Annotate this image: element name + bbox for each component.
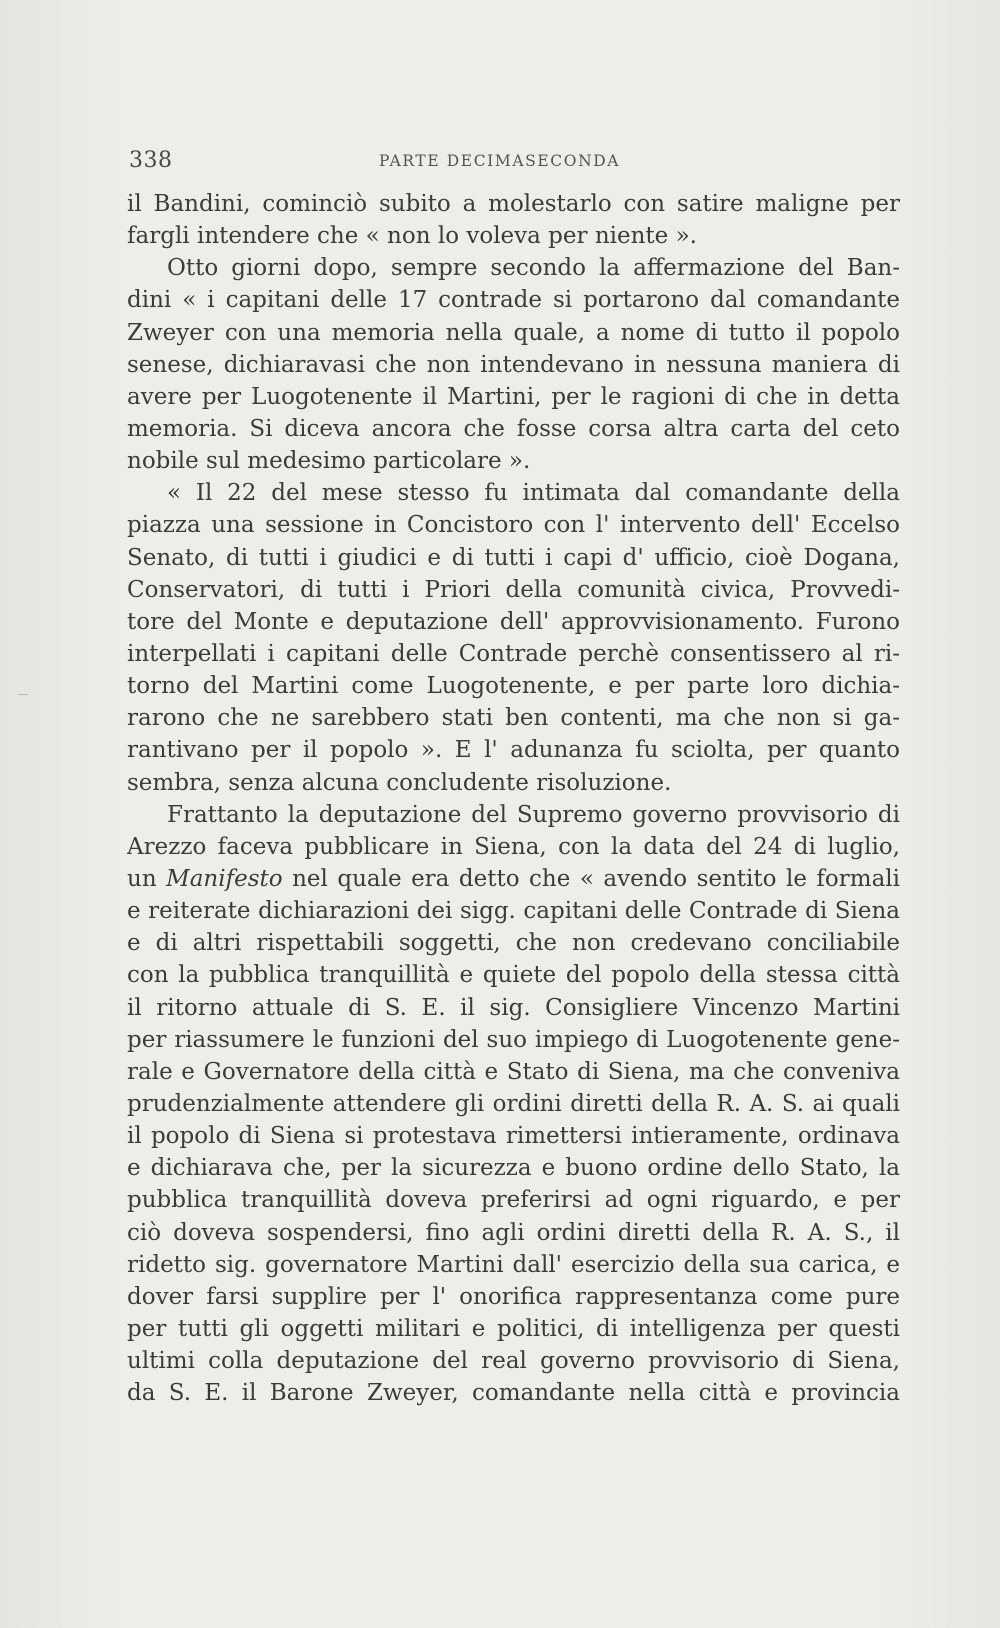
text-line: e dichiarava che, per la sicurezza e buono ordine dello Stato, la — [127, 1155, 900, 1182]
text-line: memoria. Si diceva ancora che fosse corsa altra carta del ceto — [127, 415, 900, 442]
text-line: il ritorno attuale di S. E. il sig. Consigliere Vincenzo Martini — [127, 994, 900, 1021]
text-line: sembra, senza alcuna concludente risoluzione. — [127, 769, 672, 796]
running-head: PARTE DECIMASECONDA — [379, 152, 621, 170]
text-line: Zweyer con una memoria nella quale, a nome di tutto il popolo — [127, 319, 900, 346]
text-line: avere per Luogotenente il Martini, per le ragioni di che in detta — [127, 383, 900, 410]
text-line: fargli intendere che « non lo voleva per niente ». — [127, 223, 697, 250]
text-line: nobile sul medesimo particolare ». — [127, 448, 531, 475]
line-prefix: un — [127, 865, 157, 892]
text-line: ridetto sig. governatore Martini dall' esercizio della sua carica, e — [127, 1251, 900, 1278]
manifesto-italic: Manifesto — [166, 865, 283, 892]
text-line: il popolo di Siena si protestava rimettersi intieramente, ordinava — [127, 1123, 900, 1150]
text-line: e di altri rispettabili soggetti, che non credevano conciliabile — [127, 930, 900, 957]
text-line: torno del Martini come Luogotenente, e per parte loro dichia- — [127, 673, 900, 700]
text-line: pubblica tranquillità doveva preferirsi ad ogni riguardo, e per — [127, 1187, 900, 1214]
text-line: rale e Governatore della città e Stato di Siena, ma che conveniva — [127, 1058, 900, 1085]
text-line: il Bandini, cominciò subito a molestarlo con satire maligne per — [127, 191, 900, 217]
text-line: da S. E. il Barone Zweyer, comandante nella città e provincia — [127, 1380, 900, 1407]
text-line: per riassumere le funzioni del suo impiego di Luogotenente gene- — [127, 1026, 900, 1053]
text-line: dover farsi supplire per l' onorifica rappresentanza come pure — [127, 1283, 900, 1310]
text-line: interpellati i capitani delle Contrade perchè consentissero al ri- — [127, 640, 900, 667]
text-line: Arezzo faceva pubblicare in Siena, con la data del 24 di luglio, — [127, 833, 900, 860]
text-line: ciò doveva sospendersi, fino agli ordini diretti della R. A. S., il — [127, 1219, 900, 1246]
paragraph-start-line: Frattanto la deputazione del Supremo governo provvisorio di — [167, 801, 900, 828]
text-line: Senato, di tutti i giudici e di tutti i capi d' ufficio, cioè Dogana, — [127, 544, 900, 571]
text-line: Conservatori, di tutti i Priori della comunità civica, Provvedi- — [127, 576, 900, 603]
text-line-with-italic — [127, 863, 900, 895]
text-line: dini « i capitani delle 17 contrade si portarono dal comandante — [127, 287, 900, 314]
text-line: piazza una sessione in Concistoro con l' intervento dell' Eccelso — [127, 512, 900, 539]
text-line: rantivano per il popolo ». E l' adunanza fu sciolta, per quanto — [127, 737, 900, 764]
margin-mark — [18, 694, 28, 695]
text-line: rarono che ne sarebbero stati ben contenti, ma che non si ga- — [127, 705, 900, 732]
paragraph-start-line: Otto giorni dopo, sempre secondo la affermazione del Ban- — [167, 255, 900, 282]
page-number: 338 — [129, 148, 173, 173]
text-line: e reiterate dichiarazioni dei sigg. capitani delle Contrade di Siena — [127, 898, 900, 925]
body-text — [127, 188, 900, 1409]
text-line: senese, dichiaravasi che non intendevano in nessuna maniera di — [127, 351, 900, 378]
text-line: tore del Monte e deputazione dell' approvvisionamento. Furono — [127, 608, 900, 635]
paragraph-start-line: « Il 22 del mese stesso fu intimata dal comandante della — [167, 480, 900, 507]
page-header — [129, 148, 899, 178]
text-line: ultimi colla deputazione del real governo provvisorio di Siena, — [127, 1348, 900, 1375]
text-line: per tutti gli oggetti militari e politici, di intelligenza per questi — [127, 1315, 900, 1342]
text-line: prudenzialmente attendere gli ordini diretti della R. A. S. ai quali — [127, 1090, 900, 1117]
line-remainder: nel quale era detto che « avendo sentito le formali — [292, 865, 900, 892]
text-line: con la pubblica tranquillità e quiete del popolo della stessa città — [127, 962, 900, 989]
